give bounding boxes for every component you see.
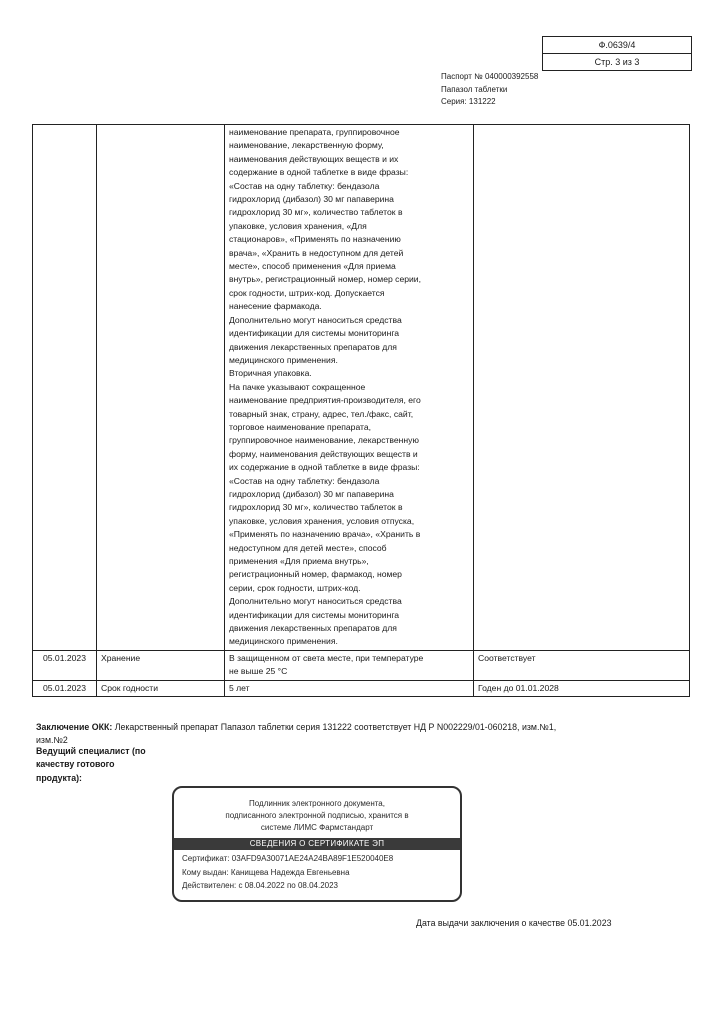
e-signature-stamp [172, 786, 462, 902]
requirement-line: регистрационный номер, фармакод, номер [229, 569, 402, 580]
issue-date: Дата выдачи заключения о качестве 05.01.2023 [416, 918, 612, 928]
requirement-line: серии, срок годности, штрих-код. [229, 582, 361, 593]
requirement-line: гидрохлорид 30 мг», количество таблеток в [229, 502, 403, 513]
requirement-line: недоступном для детей месте», способ [229, 542, 387, 553]
passport-number: Паспорт № 040000392558 [441, 72, 539, 81]
stamp-line: системе ЛИМС Фармстандарт [260, 823, 374, 832]
certificate-owner: Кому выдан: Канищева Надежда Евгеньевна [182, 867, 350, 877]
requirement-line: гидрохлорид 30 мг», количество таблеток в [229, 207, 403, 218]
requirement-line: идентификации для системы мониторинга [229, 328, 400, 339]
conclusion-label: Заключение ОКК: [36, 722, 113, 732]
product-name: Папазол таблетки [441, 84, 508, 94]
certificate-number: Сертификат: 03AFD9A30071AE24A24BA89F1E520040E8 [182, 854, 394, 863]
lead-specialist-line: продукта): [36, 772, 82, 783]
result-cell [474, 125, 690, 651]
requirement-line: их содержание в одной таблетке в виде фразы: [229, 462, 420, 473]
requirement-line: применения «Для приема внутрь», [229, 556, 369, 566]
requirement-line: Дополнительно могут наноситься средства [229, 314, 402, 325]
series-number: Серия: 131222 [441, 97, 496, 106]
requirement-line: месте», способ применения «Для приема [229, 261, 396, 272]
requirement-line: движения лекарственных препаратов для [229, 341, 397, 352]
lead-specialist [36, 745, 156, 785]
form-code-box [542, 36, 692, 71]
requirement-line: медицинского применения. [229, 636, 338, 647]
lead-specialist-line: качеству готового [36, 759, 115, 770]
conclusion-text-cont: изм.№2 [36, 735, 68, 746]
requirement-line: содержание в одной таблетке в виде фразы: [229, 167, 409, 178]
requirement-line: товарный знак, страну, адрес, тел./факс, сайт, [229, 408, 414, 419]
requirement-line: наименования действующих веществ и их [229, 153, 399, 164]
passport-header [441, 71, 538, 109]
requirement-line: врача», «Хранить в недоступном для детей [229, 247, 404, 258]
date-cell: 05.01.2023 [33, 680, 97, 696]
stamp-line: Подлинник электронного документа, [249, 799, 385, 808]
requirement-line: упаковке, условия хранения, условия отпуска, [229, 515, 415, 526]
requirement-line: Дополнительно могут наноситься средства [229, 596, 402, 607]
requirement-line: форму, наименования действующих веществ и [229, 448, 418, 459]
param-cell: Срок годности [97, 680, 225, 696]
requirement-line: упаковке, условия хранения, «Для [229, 220, 367, 231]
table-row-storage [33, 650, 690, 680]
requirement-line: «Состав на одну таблетку: бендазола [229, 475, 380, 486]
conclusion-text: Лекарственный препарат Папазол таблетки серия 131222 соответствует НД Р N002229/01-060218, изм.№1, [112, 722, 557, 732]
certificate-validity: Действителен: с 08.04.2022 по 08.04.2023 [182, 881, 338, 890]
requirement-line: «Применять по назначению врача», «Хранить в [229, 529, 421, 540]
requirement-line: группировочное наименование, лекарственную [229, 435, 419, 446]
requirement-line: наименование, лекарственную форму, [229, 140, 384, 151]
requirement-line: наименование препарата, группировочное [229, 127, 400, 137]
quality-table [32, 124, 690, 697]
result-cell: Годен до 01.01.2028 [474, 680, 690, 696]
stamp-line: подписанного электронной подписью, хранится в [225, 811, 409, 820]
param-cell: Хранение [97, 650, 225, 680]
requirement-line: не выше 25 °С [229, 666, 288, 677]
result-cell: Соответствует [474, 650, 690, 680]
requirement-line: «Состав на одну таблетку: бендазола [229, 180, 380, 191]
requirement-line: медицинского применения. [229, 354, 338, 365]
requirement-line: движения лекарственных препаратов для [229, 623, 397, 634]
stamp-header [174, 798, 460, 834]
conclusion [36, 721, 696, 748]
requirement-cell [225, 125, 474, 651]
requirement-line: гидрохлорид (дибазол) 30 мг папаверина [229, 194, 394, 205]
table-row-labeling [33, 125, 690, 651]
requirement-line: наименование предприятия-производителя, его [229, 395, 421, 406]
param-cell [97, 125, 225, 651]
requirement-line: стационаров», «Применять по назначению [229, 234, 401, 245]
requirement-line: срок годности, штрих-код. Допускается [229, 287, 385, 298]
requirement-line: внутрь», регистрационный номер, номер серии, [229, 274, 421, 285]
page-number: Стр. 3 из 3 [543, 53, 691, 70]
requirement-line: гидрохлорид (дибазол) 30 мг папаверина [229, 488, 394, 499]
stamp-details [182, 852, 393, 893]
requirement-cell [225, 650, 474, 680]
requirement-line: В защищенном от света месте, при температуре [229, 652, 424, 663]
form-code: Ф.0639/4 [598, 40, 636, 50]
requirement-line: нанесение фармакода. [229, 301, 322, 312]
table-row-shelf-life [33, 680, 690, 696]
requirement-line: торговое наименование препарата, [229, 421, 372, 432]
requirement-line: На пачке указывают сокращенное [229, 381, 366, 392]
date-cell: 05.01.2023 [33, 650, 97, 680]
lead-specialist-line: Ведущий специалист (по [36, 746, 146, 756]
stamp-band: СВЕДЕНИЯ О СЕРТИФИКАТЕ ЭП [174, 838, 460, 850]
requirement-line: идентификации для системы мониторинга [229, 609, 400, 620]
requirement-cell: 5 лет [225, 680, 474, 696]
requirement-line: Вторичная упаковка. [229, 368, 312, 379]
date-cell [33, 125, 97, 651]
